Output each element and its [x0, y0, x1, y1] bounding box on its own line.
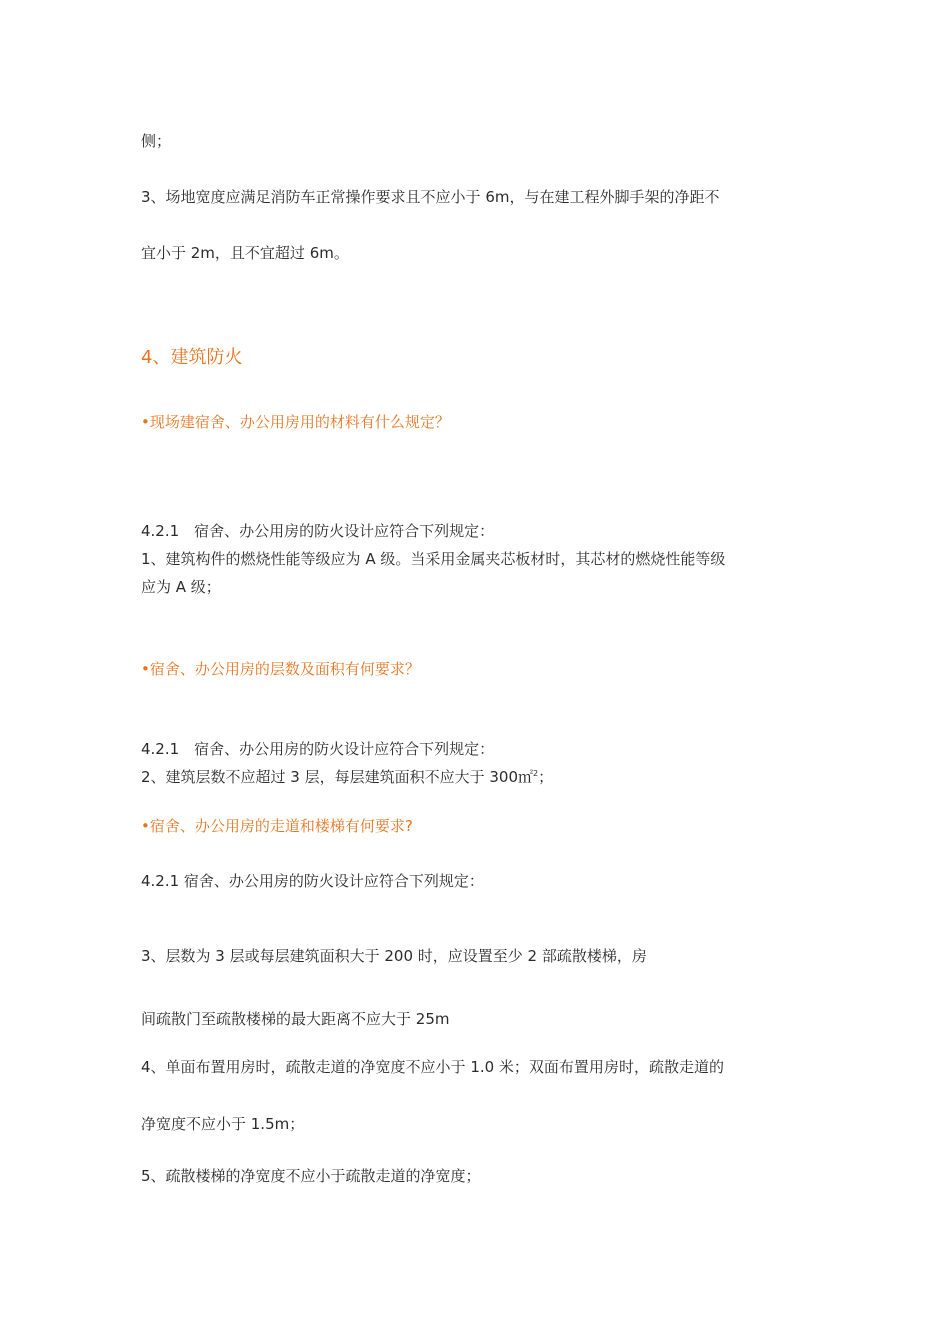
paragraph-line: 间疏散门至疏散楼梯的最大距离不应大于 25m: [141, 1010, 450, 1028]
line-text: 2、建筑层数不应超过 3 层，每层建筑面积不应大于 300㎡: [141, 768, 534, 786]
paragraph-line: 宜小于 2m，且不宜超过 6m。: [141, 244, 349, 262]
paragraph-line: 3、场地宽度应满足消防车正常操作要求且不应小于 6m，与在建工程外脚手架的净距不: [141, 188, 720, 206]
paragraph-line: 1、建筑构件的燃烧性能等级应为 A 级。当采用金属夹芯板材时，其芯材的燃烧性能等级: [141, 550, 726, 568]
clause-reference: 4.2.1 宿舍、办公用房的防火设计应符合下列规定：: [141, 872, 484, 890]
paragraph-line: 4、单面布置用房时，疏散走道的净宽度不应小于 1.0 米；双面布置用房时，疏散走道的: [141, 1058, 724, 1076]
paragraph-line: 5、疏散楼梯的净宽度不应小于疏散走道的净宽度；: [141, 1167, 481, 1185]
paragraph-line: 应为 A 级；: [141, 578, 221, 596]
clause-reference: 4.2.1 宿舍、办公用房的防火设计应符合下列规定：: [141, 522, 495, 540]
paragraph-line: 3、层数为 3 层或每层建筑面积大于 200 时，应设置至少 2 部疏散楼梯，房: [141, 947, 647, 965]
question-heading: •现场建宿舍、办公用房用的材料有什么规定？: [141, 413, 450, 431]
superscript: 2: [533, 769, 539, 778]
line-end: ；: [538, 768, 554, 786]
clause-reference: 4.2.1 宿舍、办公用房的防火设计应符合下列规定：: [141, 740, 495, 758]
paragraph-line: 净宽度不应小于 1.5m；: [141, 1115, 305, 1133]
paragraph-line: [141, 767, 553, 787]
paragraph-line: 侧；: [141, 132, 172, 150]
question-heading: •宿舍、办公用房的层数及面积有何要求？: [141, 660, 420, 678]
section-heading: 4、建筑防火: [141, 347, 243, 368]
question-heading: •宿舍、办公用房的走道和楼梯有何要求?: [141, 817, 413, 835]
